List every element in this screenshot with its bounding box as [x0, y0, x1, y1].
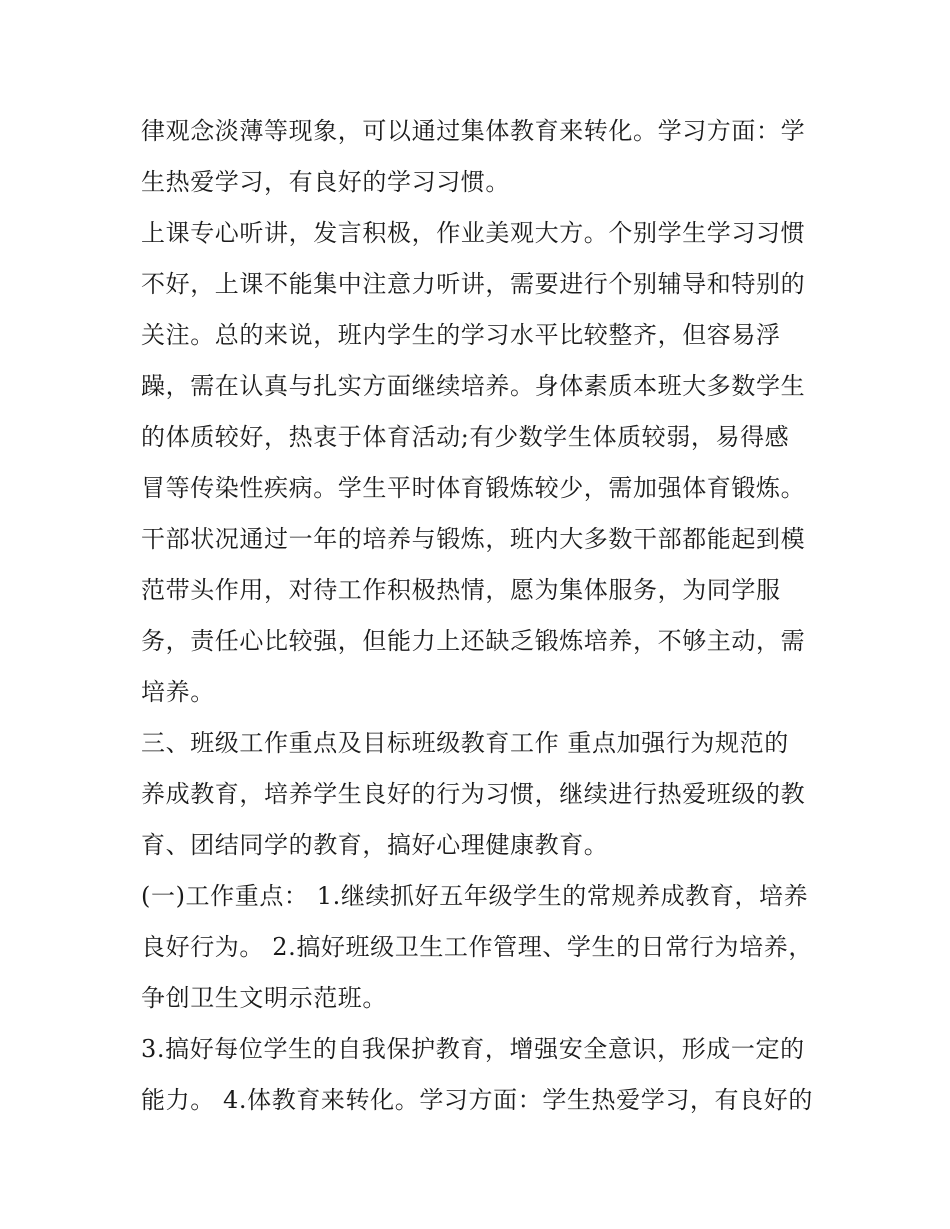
text-line: 上课专心听讲，发言积极，作业美观大方。个别学生学习习惯: [141, 219, 806, 247]
text-line: 养成教育，培养学生良好的行为习惯，继续进行热爱班级的教: [141, 780, 806, 808]
text-line: 冒等传染性疾病。学生平时体育锻炼较少，需加强体育锻炼。: [141, 474, 806, 502]
text-line: 3.搞好每位学生的自我保护教育，增强安全意识，形成一定的: [141, 1035, 805, 1063]
text-line: 不好，上课不能集中注意力听讲，需要进行个别辅导和特别的: [141, 270, 806, 298]
text-line: 育、团结同学的教育，搞好心理健康教育。: [141, 831, 609, 859]
text-line: 良好行为。 2.搞好班级卫生工作管理、学生的日常行为培养，: [141, 933, 813, 961]
subsection-line: (一)工作重点： 1.继续抓好五年级学生的常规养成教育，培养: [141, 882, 809, 910]
text-line: 务，责任心比较强，但能力上还缺乏锻炼培养，不够主动，需: [141, 627, 806, 655]
text-line: 的体质较好，热衷于体育活动;有少数学生体质较弱，易得感: [141, 423, 790, 451]
section-heading-line: 三、班级工作重点及目标班级教育工作 重点加强行为规范的: [141, 729, 789, 757]
text-line: 范带头作用，对待工作积极热情，愿为集体服务，为同学服: [141, 576, 781, 604]
text-line: 生热爱学习，有良好的学习习惯。: [141, 168, 510, 196]
text-line: 律观念淡薄等现象，可以通过集体教育来转化。学习方面：学: [141, 117, 806, 145]
text-line: 能力。 4.体教育来转化。学习方面：学生热爱学习，有良好的: [141, 1086, 813, 1114]
text-line: 关注。总的来说，班内学生的学习水平比较整齐，但容易浮: [141, 321, 781, 349]
text-line: 争创卫生文明示范班。: [141, 984, 387, 1012]
body-text: [141, 106, 821, 1126]
text-line: 培养。: [141, 678, 215, 706]
text-line: 躁，需在认真与扎实方面继续培养。身体素质本班大多数学生: [141, 372, 806, 400]
text-line: 干部状况通过一年的培养与锻炼，班内大多数干部都能起到模: [141, 525, 806, 553]
